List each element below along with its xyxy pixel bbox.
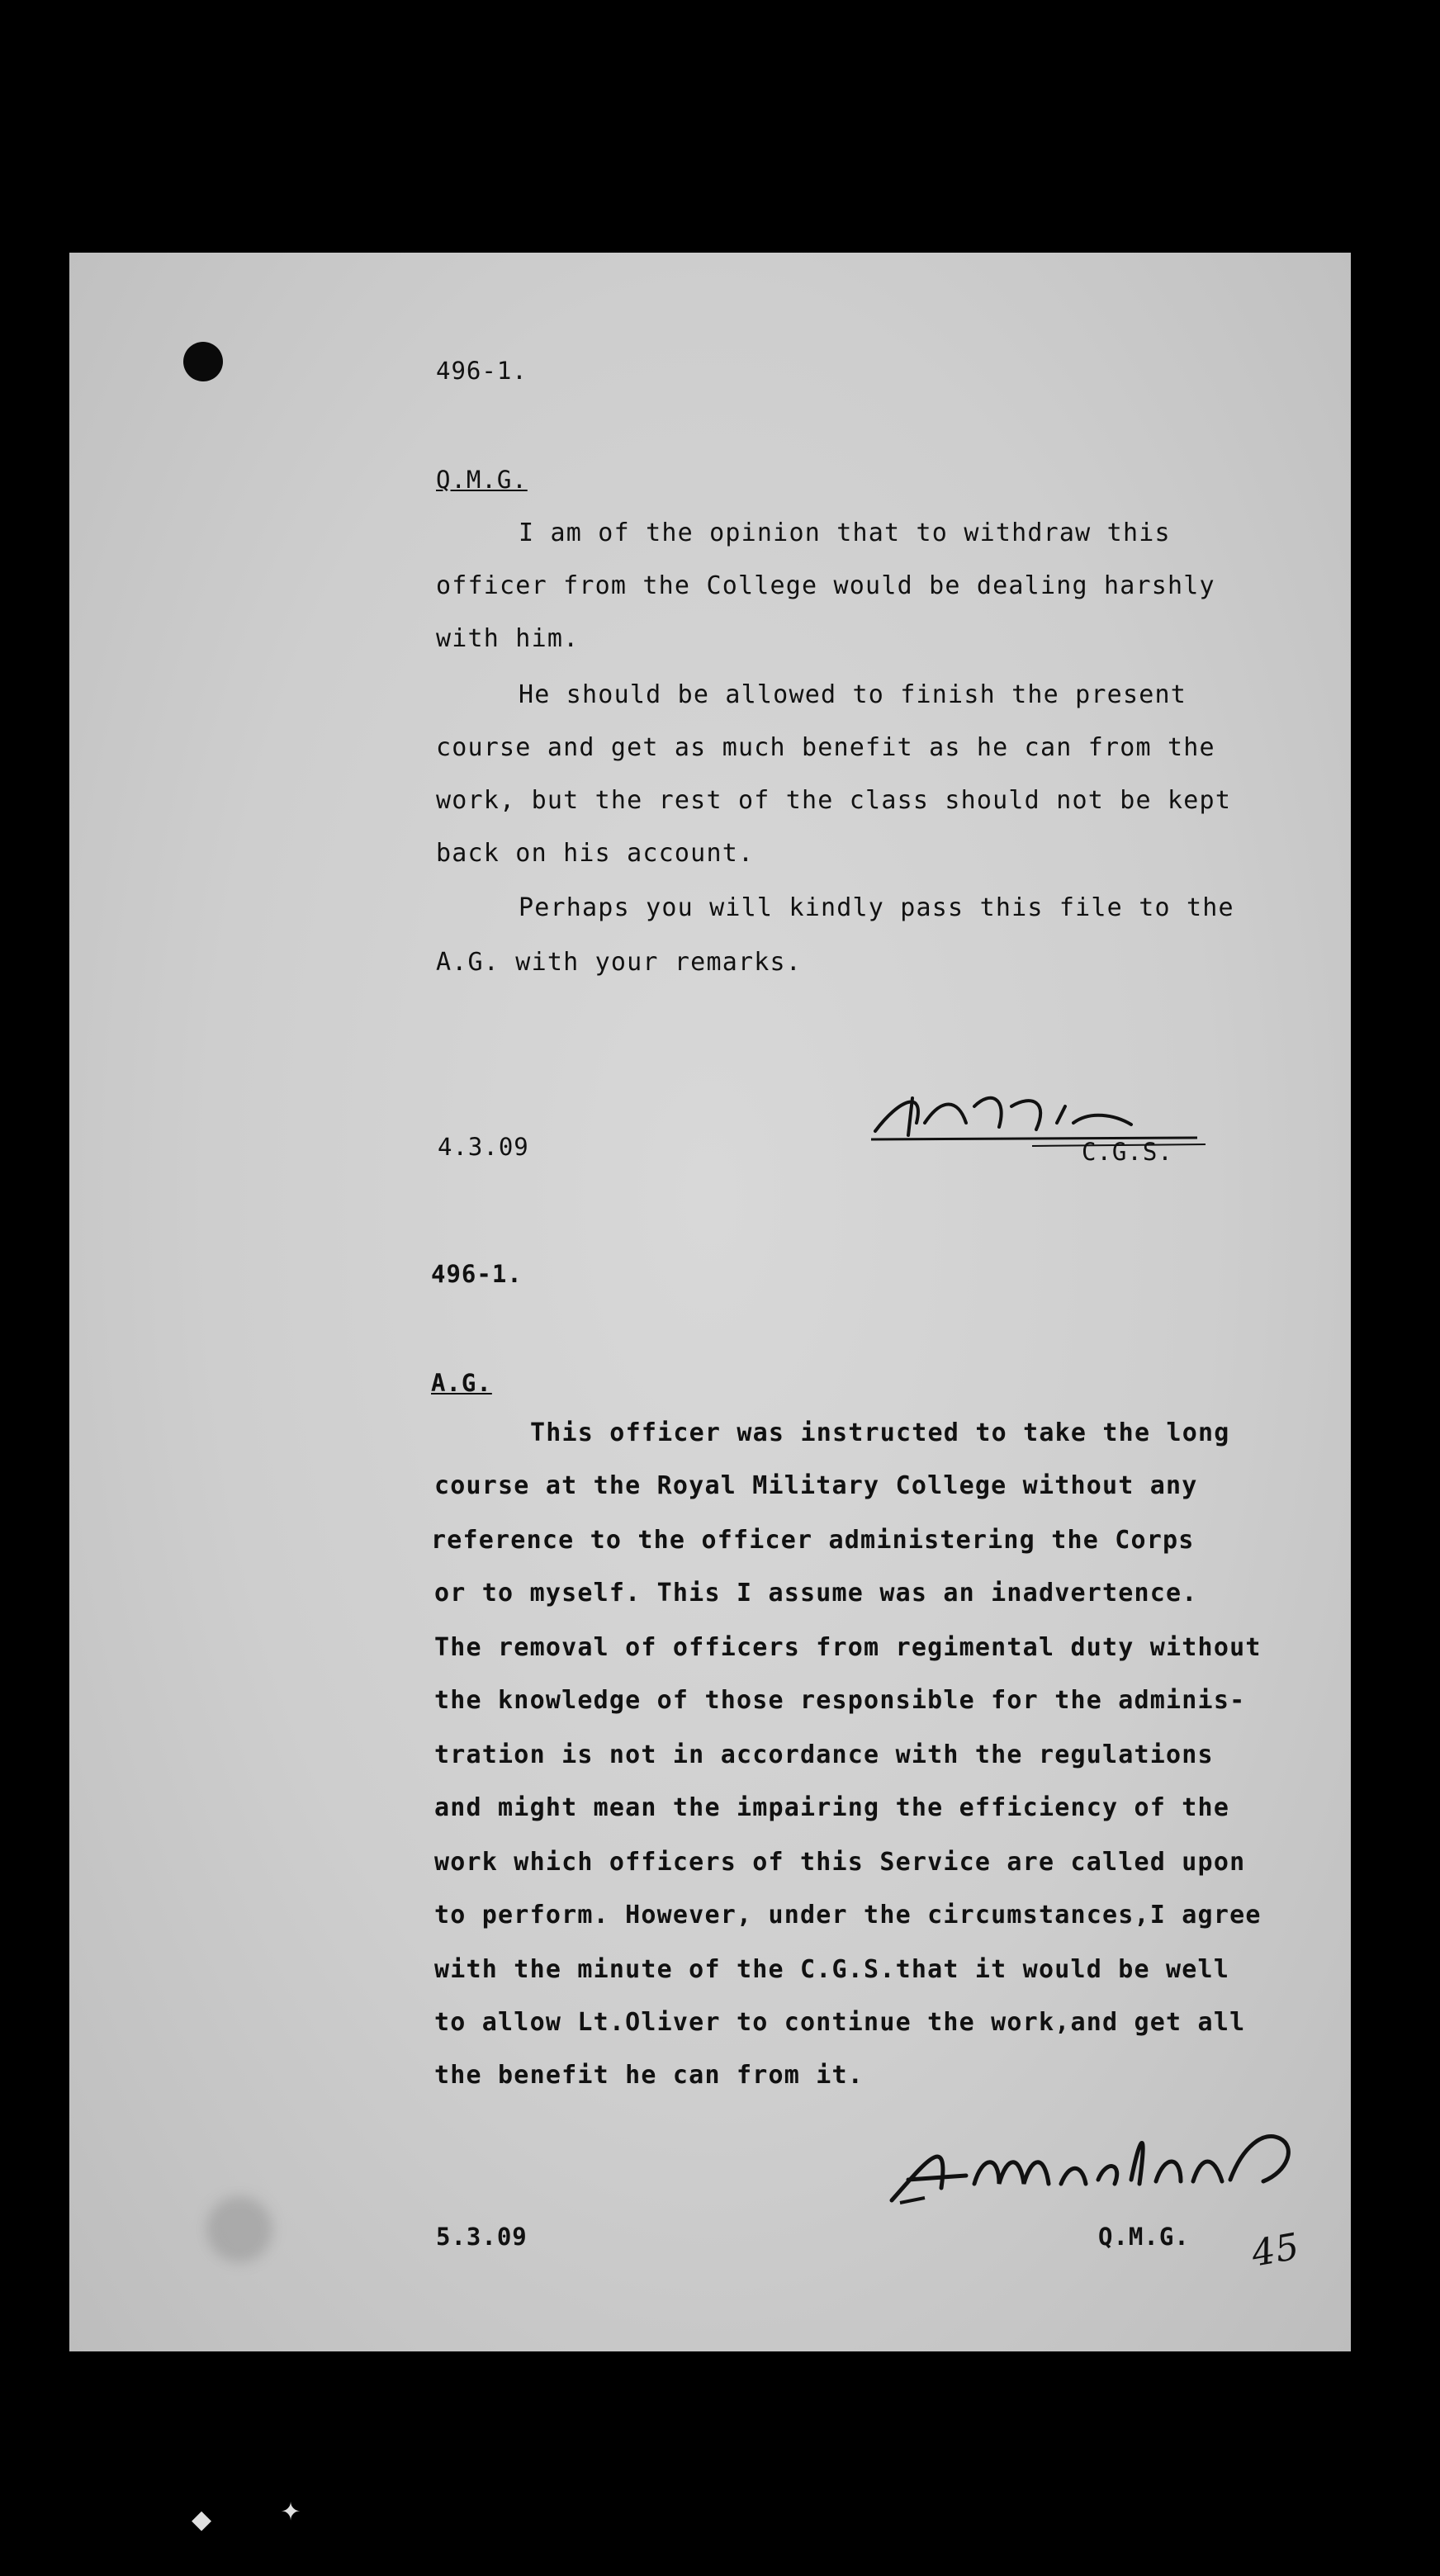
- scan-artifact: ✦: [281, 2490, 301, 2528]
- addressee-2: A.G.: [431, 1369, 492, 1397]
- body-line: I am of the opinion that to withdraw this: [519, 519, 1171, 547]
- body-line: with the minute of the C.G.S.that it would be well: [434, 1955, 1230, 1984]
- file-number-2: 496-1.: [431, 1260, 523, 1288]
- body-line: course and get as much benefit as he can from the: [436, 733, 1215, 762]
- body-line: to allow Lt.Oliver to continue the work,and get all: [434, 2008, 1246, 2037]
- smudge: [206, 2196, 272, 2262]
- punch-hole: [183, 342, 223, 381]
- body-line: the benefit he can from it.: [434, 2061, 864, 2090]
- body-line: He should be allowed to finish the present: [519, 680, 1187, 709]
- body-line: with him.: [436, 624, 580, 653]
- title-cgs: C.G.S.: [1082, 1138, 1173, 1166]
- body-line: work which officers of this Service are called upon: [434, 1848, 1246, 1877]
- body-line: and might mean the impairing the efficiency of the: [434, 1793, 1230, 1822]
- file-number-1: 496-1.: [436, 357, 528, 385]
- body-line: to perform. However, under the circumstances,I agree: [434, 1901, 1262, 1930]
- body-line: work, but the rest of the class should not be kept: [436, 786, 1232, 815]
- body-line: This officer was instructed to take the long: [530, 1418, 1230, 1447]
- body-line: tration is not in accordance with the regulations: [434, 1740, 1214, 1769]
- date-2: 5.3.09: [436, 2223, 528, 2251]
- signature-qmg: [875, 2105, 1338, 2213]
- page-mark: 45: [1248, 2225, 1303, 2275]
- body-line: reference to the officer administering the Corps: [431, 1526, 1195, 1555]
- scan-artifact: ◆: [192, 2500, 212, 2538]
- body-line: officer from the College would be dealing harshly: [436, 571, 1215, 600]
- body-line: Perhaps you will kindly pass this file to the: [519, 893, 1234, 922]
- body-line: back on his account.: [436, 839, 755, 868]
- body-line: The removal of officers from regimental duty without: [434, 1633, 1262, 1662]
- body-line: the knowledge of those responsible for the adminis-: [434, 1686, 1246, 1715]
- addressee-1: Q.M.G.: [436, 466, 528, 494]
- body-line: course at the Royal Military College without any: [434, 1471, 1198, 1500]
- date-1: 4.3.09: [438, 1133, 529, 1161]
- body-line: A.G. with your remarks.: [436, 948, 803, 977]
- title-qmg: Q.M.G.: [1098, 2223, 1190, 2251]
- body-line: or to myself. This I assume was an inadvertence.: [434, 1579, 1198, 1608]
